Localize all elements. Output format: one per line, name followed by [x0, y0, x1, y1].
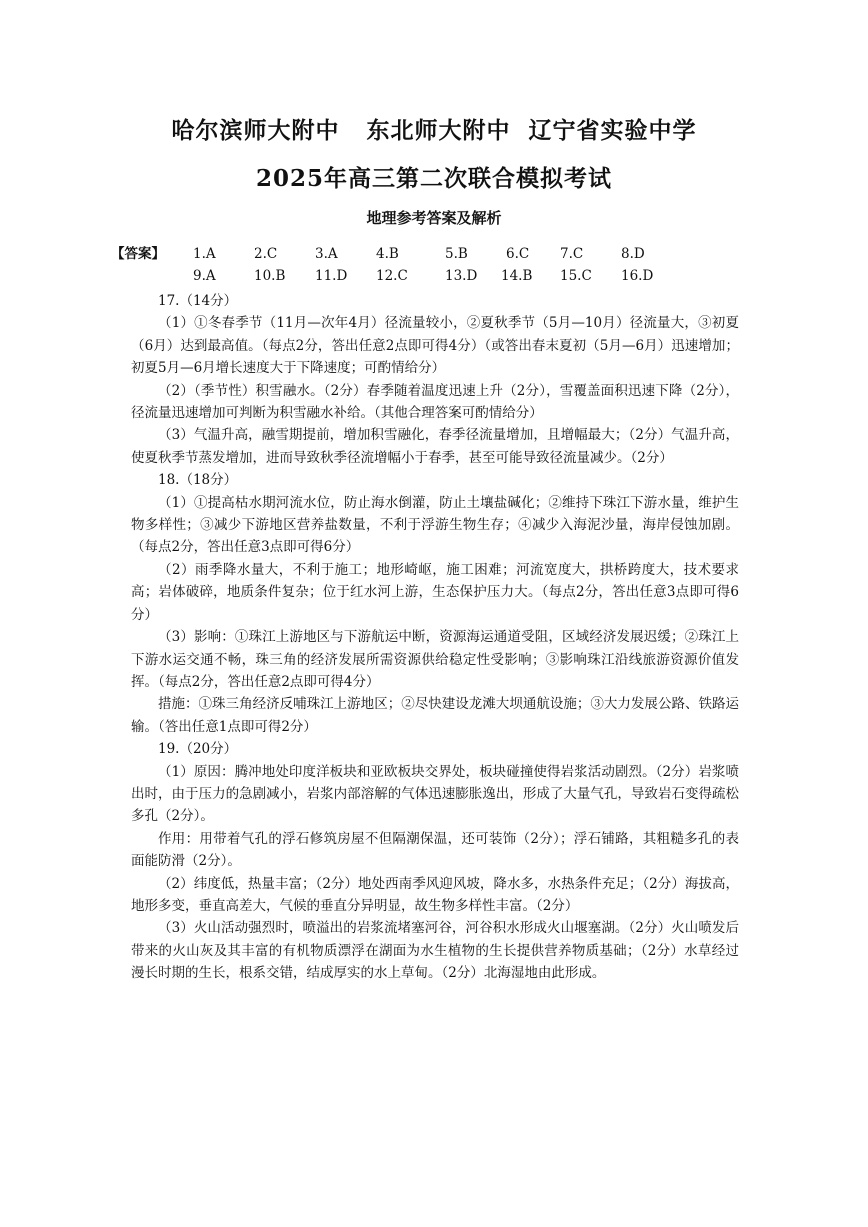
exam-title: 2025年高三第二次联合模拟考试: [255, 165, 612, 192]
answer-item: 9.A: [193, 268, 216, 284]
question-18-part-1: （1）①提高枯水期河流水位，防止海水倒灌，防止土壤盐碱化；②维持下珠江下游水量，维护生物多样性；③减少下游地区营养盐数量，不利于浮游生物生存；④减少入海泥沙量，海岸侵蚀加剧。（每点2分，答出任意3点即可得6分）: [131, 494, 739, 556]
question-18-heading: 18.（18分）: [158, 472, 238, 489]
answer-body: [131, 290, 739, 985]
answer-item: 8.D: [621, 246, 645, 262]
schools-title: 哈尔滨师大附中 东北师大附中 辽宁省实验中学: [171, 117, 697, 144]
answer-item: 5.B: [445, 246, 468, 262]
question-18-part-3-measures: 措施：①珠三角经济反哺珠江上游地区；②尽快建设龙滩大坝通航设施；③大力发展公路、铁路运输。（答出任意1点即可得2分）: [131, 696, 739, 735]
question-18-part-2: （2）雨季降水量大，不利于施工；地形崎岖，施工困难；河流宽度大，拱桥跨度大，技术要求高；岩体破碎，地质条件复杂；位于红水河上游，生态保护压力大。（每点2分，答出任意3点即可得6分）: [131, 561, 739, 623]
answer-label: 【答案】: [111, 246, 165, 262]
question-19-part-3: （3）火山活动强烈时，喷溢出的岩浆流堵塞河谷，河谷积水形成火山堰塞湖。（2分）火山喷发后带来的火山灰及其丰富的有机物质漂浮在湖面为水生植物的生长提供营养物质基础；（2分）水草经过漫长时期的生长，根系交错，结成厚实的水上草甸。（2分）北海湿地由此形成。: [131, 920, 739, 982]
question-17-heading: 17.（14分）: [158, 293, 238, 309]
answer-item: 14.B: [501, 268, 533, 284]
question-19-part-1-effect: 作用：用带着气孔的浮石修筑房屋不但隔潮保温，还可装饰（2分）；浮石铺路，其粗糙多孔的表面能防滑（2分）。: [131, 830, 739, 870]
subtitle: 地理参考答案及解析: [366, 209, 502, 227]
answer-item: 10.B: [254, 268, 286, 284]
question-19-part-1: （1）原因：腾冲地处印度洋板块和亚欧板块交界处，板块碰撞使得岩浆活动剧烈。（2分）岩浆喷出时，由于压力的急剧减小，岩浆内部溶解的气体迅速膨胀逸出，形成了大量气孔，导致岩石变得疏松多孔（2分）。: [131, 763, 739, 825]
question-18-part-3: （3）影响：①珠江上游地区与下游航运中断，资源海运通道受阻，区域经济发展迟缓；②珠江上下游水运交通不畅，珠三角的经济发展所需资源供给稳定性受影响；③影响珠江沿线旅游资源价值发挥。（每点2分，答出任意2点即可得4分）: [131, 629, 739, 690]
answer-item: 7.C: [560, 246, 584, 262]
answer-item: 13.D: [445, 268, 478, 284]
question-19-heading: 19.（20分）: [158, 741, 238, 758]
answer-item: 15.C: [560, 268, 592, 284]
answer-item: 11.D: [315, 268, 348, 284]
answer-item: 6.C: [506, 246, 530, 262]
answer-item: 3.A: [315, 246, 338, 262]
question-17-part-1: （1）①冬春季节（11月—次年4月）径流量较小，②夏秋季节（5月—10月）径流量大，③初夏（6月）达到最高值。（每点2分，答出任意2点即可得4分）（或答出春末夏初（5月—6月）迅速增加；初夏5月—6月增长速度大于下降速度；可酌情给分）: [131, 315, 739, 377]
question-17-part-3: （3）气温升高，融雪期提前，增加积雪融化，春季径流量增加，且增幅最大；（2分）气温升高，使夏秋季节蒸发增加，进而导致秋季径流增幅小于春季，甚至可能导致径流量减少。（2分）: [131, 427, 739, 466]
answer-item: 2.C: [254, 246, 278, 262]
answer-item: 4.B: [376, 246, 399, 262]
answer-item: 12.C: [376, 268, 408, 284]
answer-item: 16.D: [621, 268, 654, 284]
answer-item: 1.A: [193, 246, 216, 262]
question-19-part-2: （2）纬度低，热量丰富；（2分）地处西南季风迎风坡，降水多，水热条件充足；（2分）海拔高，地形多变，垂直高差大，气候的垂直分异明显，故生物多样性丰富。（2分）: [131, 875, 739, 914]
question-17-part-2: （2）（季节性）积雪融水。（2分）春季随着温度迅速上升（2分），雪覆盖面积迅速下降（2分），径流量迅速增加可判断为积雪融水补给。（其他合理答案可酌情给分）: [131, 382, 739, 422]
